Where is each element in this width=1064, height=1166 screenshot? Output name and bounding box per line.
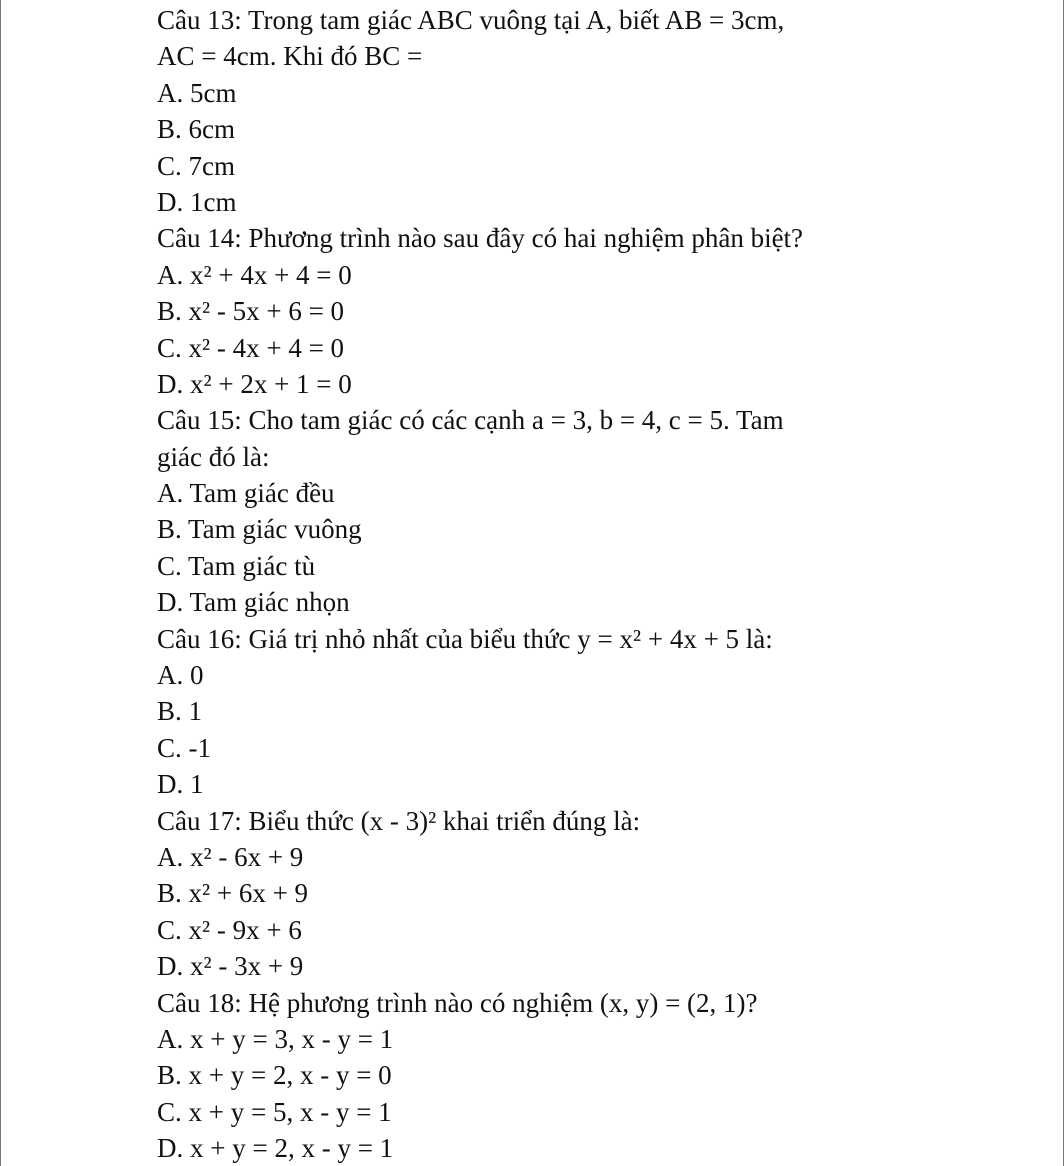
question-13-option-d: D. 1cm (157, 186, 237, 217)
question-14-stem: Câu 14: Phương trình nào sau đây có hai nghiệm phân biệt? (157, 223, 804, 254)
question-15-option-c: C. Tam giác tù (157, 550, 316, 581)
question-17 (157, 803, 1037, 985)
question-13-stem-line-1: Câu 13: Trong tam giác ABC vuông tại A, biết AB = 3cm, (157, 5, 785, 35)
question-17-option-d: D. x² - 3x + 9 (157, 951, 304, 982)
question-13-option-c: C. 7cm (157, 150, 235, 181)
question-17-option-a: A. x² - 6x + 9 (157, 841, 304, 872)
question-18-option-c: C. x + y = 5, x - y = 1 (157, 1096, 392, 1127)
question-13-option-b: B. 6cm (157, 114, 235, 145)
question-15-stem-line-2: giác đó là: (157, 441, 270, 472)
question-18-option-a: A. x + y = 3, x - y = 1 (157, 1023, 394, 1054)
question-15 (157, 402, 1037, 620)
question-13-option-a: A. 5cm (157, 77, 237, 108)
question-16-option-a: A. 0 (157, 660, 204, 691)
question-17-option-b: B. x² + 6x + 9 (157, 878, 309, 909)
question-15-option-b: B. Tam giác vuông (157, 514, 362, 545)
question-15-option-a: A. Tam giác đều (157, 478, 335, 509)
question-16-option-d: D. 1 (157, 769, 204, 800)
question-16-option-c: C. -1 (157, 732, 211, 763)
question-14-option-c: C. x² - 4x + 4 = 0 (157, 332, 345, 363)
question-14-option-a: A. x² + 4x + 4 = 0 (157, 259, 352, 290)
question-16-stem: Câu 16: Giá trị nhỏ nhất của biểu thức y = x² + 4x + 5 là: (157, 623, 773, 654)
question-15-stem-line-1: Câu 15: Cho tam giác có các cạnh a = 3, b = 4, c = 5. Tam (157, 405, 784, 436)
question-18-option-d: D. x + y = 2, x - y = 1 (157, 1133, 394, 1164)
question-16 (157, 621, 1037, 803)
question-18-stem: Câu 18: Hệ phương trình nào có nghiệm (x, y) = (2, 1)? (157, 987, 758, 1018)
question-14-option-b: B. x² - 5x + 6 = 0 (157, 296, 345, 327)
question-13 (157, 2, 1037, 220)
question-15-option-d: D. Tam giác nhọn (157, 587, 350, 618)
question-16-option-b: B. 1 (157, 696, 203, 727)
question-14 (157, 220, 1037, 402)
question-list (157, 2, 1037, 1166)
question-18 (157, 985, 1037, 1166)
question-17-option-c: C. x² - 9x + 6 (157, 914, 302, 945)
question-13-stem-line-2: AC = 4cm. Khi đó BC = (157, 41, 423, 72)
question-18-option-b: B. x + y = 2, x - y = 0 (157, 1060, 392, 1091)
question-14-option-d: D. x² + 2x + 1 = 0 (157, 368, 352, 399)
question-17-stem: Câu 17: Biểu thức (x - 3)² khai triển đúng là: (157, 805, 641, 836)
